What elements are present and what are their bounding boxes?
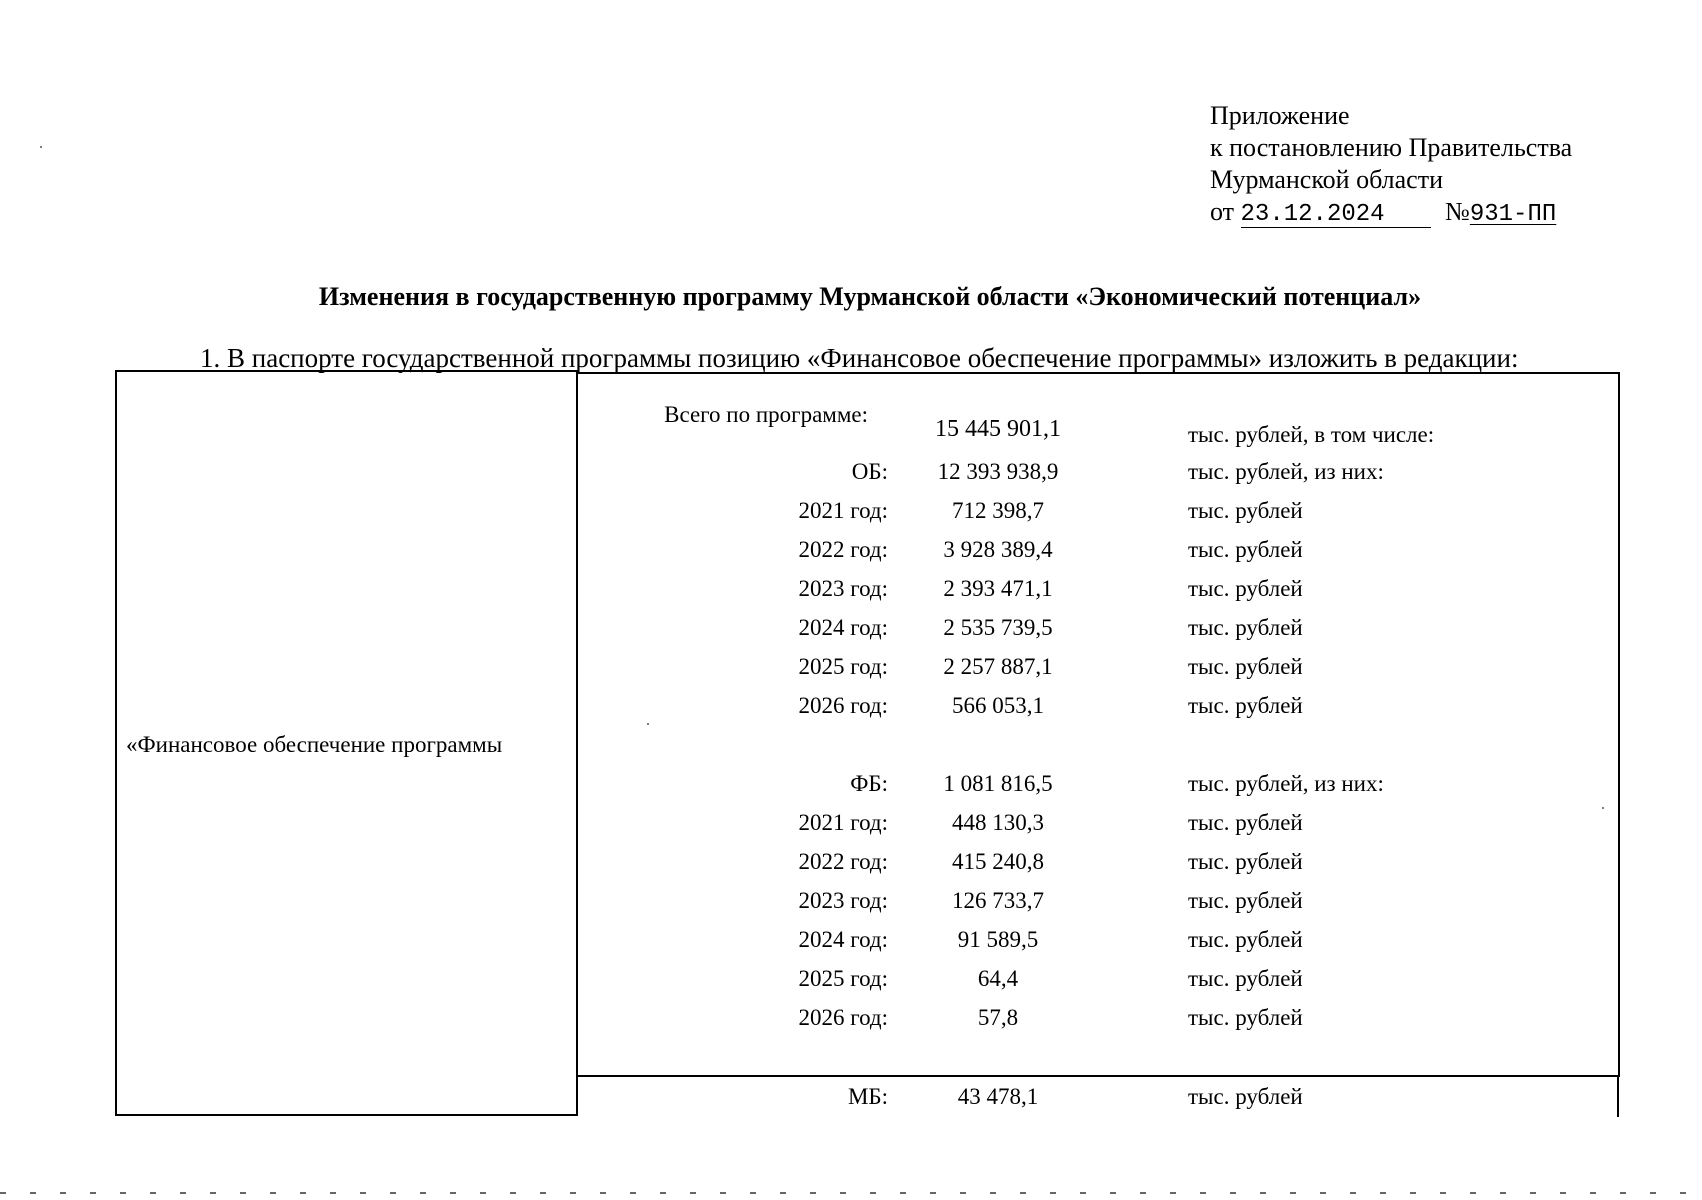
ob-unit: тыс. рублей, из них:	[1188, 459, 1384, 484]
scan-edge	[0, 1192, 1702, 1194]
ob-year-row	[578, 537, 1618, 567]
ob-value: 12 393 938,9	[937, 459, 1059, 484]
intro-paragraph: 1. В паспорте государственной программы позицию «Финансовое обеспечение программы» изложить в редакции:	[200, 343, 1519, 373]
mb-row	[578, 1084, 1618, 1114]
appendix-header	[1210, 100, 1572, 231]
resolution-date: 23.12.2024	[1241, 203, 1431, 228]
total-unit: тыс. рублей, в том числе:	[1188, 422, 1435, 447]
year-value: 2 393 471,1	[943, 576, 1053, 601]
appendix-date-line	[1210, 196, 1572, 231]
year-unit: тыс. рублей	[1188, 1005, 1303, 1030]
year-value: 2 257 887,1	[943, 654, 1053, 679]
year-value: 91 589,5	[957, 927, 1039, 952]
total-label: Всего по программе:	[664, 402, 868, 427]
ob-year-row	[578, 654, 1618, 684]
year-value: 64,4	[977, 966, 1019, 991]
year-label: 2025 год:	[798, 654, 888, 679]
year-value: 415 240,8	[952, 849, 1044, 874]
year-label: 2026 год:	[798, 693, 888, 718]
ob-row	[578, 459, 1618, 489]
year-unit: тыс. рублей	[1188, 576, 1303, 601]
fb-year-row	[578, 927, 1618, 957]
position-name: «Финансовое обеспечение программы	[126, 732, 503, 757]
fb-label: ФБ:	[850, 771, 888, 796]
number-sign: №	[1445, 197, 1470, 226]
ob-year-row	[578, 615, 1618, 645]
year-label: 2024 год:	[798, 927, 888, 952]
year-value: 2 535 739,5	[943, 615, 1053, 640]
year-unit: тыс. рублей	[1188, 888, 1303, 913]
year-label: 2023 год:	[798, 576, 888, 601]
year-label: 2024 год:	[798, 615, 888, 640]
appendix-line-3: Мурманской области	[1210, 165, 1443, 194]
year-label: 2025 год:	[798, 966, 888, 991]
year-label: 2026 год:	[798, 1005, 888, 1030]
year-value: 57,8	[977, 1005, 1019, 1030]
ob-label: ОБ:	[851, 459, 888, 484]
year-unit: тыс. рублей	[1188, 654, 1303, 679]
year-unit: тыс. рублей	[1188, 966, 1303, 991]
ob-year-row	[578, 498, 1618, 528]
mb-value: 43 478,1	[957, 1084, 1039, 1109]
year-value: 3 928 389,4	[943, 537, 1053, 562]
scan-speck	[647, 723, 649, 725]
appendix-line-1: Приложение	[1210, 101, 1350, 130]
fb-year-row	[578, 810, 1618, 840]
year-label: 2021 год:	[798, 498, 888, 523]
year-value: 126 733,7	[952, 888, 1044, 913]
year-label: 2021 год:	[798, 810, 888, 835]
ob-year-row	[578, 576, 1618, 606]
year-unit: тыс. рублей	[1188, 849, 1303, 874]
total-value: 15 445 901,1	[935, 416, 1061, 442]
year-label: 2022 год:	[798, 537, 888, 562]
appendix-line-2: к постановлению Правительства	[1210, 133, 1573, 162]
year-unit: тыс. рублей	[1188, 615, 1303, 640]
scan-speck	[40, 146, 42, 148]
year-value: 448 130,3	[952, 810, 1044, 835]
total-row	[578, 402, 1618, 447]
year-value: 566 053,1	[952, 693, 1044, 718]
resolution-number: 931-ПП	[1469, 201, 1557, 228]
table-row-divider	[578, 1075, 1620, 1077]
mb-unit: тыс. рублей	[1188, 1084, 1303, 1109]
year-unit: тыс. рублей	[1188, 537, 1303, 562]
fb-year-row	[578, 888, 1618, 918]
fb-unit: тыс. рублей, из них:	[1188, 771, 1384, 796]
document-title: Изменения в государственную программу Мурманской области «Экономический потенциал»	[318, 282, 1422, 311]
year-unit: тыс. рублей	[1188, 927, 1303, 952]
year-label: 2023 год:	[798, 888, 888, 913]
year-value: 712 398,7	[952, 498, 1044, 523]
mb-label: МБ:	[847, 1084, 888, 1109]
year-label: 2022 год:	[798, 849, 888, 874]
ob-year-row	[578, 693, 1618, 723]
year-unit: тыс. рублей	[1188, 498, 1303, 523]
fb-value: 1 081 816,5	[943, 771, 1053, 796]
year-unit: тыс. рублей	[1188, 693, 1303, 718]
scan-speck	[1602, 807, 1604, 809]
year-unit: тыс. рублей	[1188, 810, 1303, 835]
from-label: от	[1210, 197, 1235, 226]
fb-year-row	[578, 966, 1618, 996]
fb-row	[578, 771, 1618, 801]
fb-year-row	[578, 849, 1618, 879]
fb-year-row	[578, 1005, 1618, 1035]
